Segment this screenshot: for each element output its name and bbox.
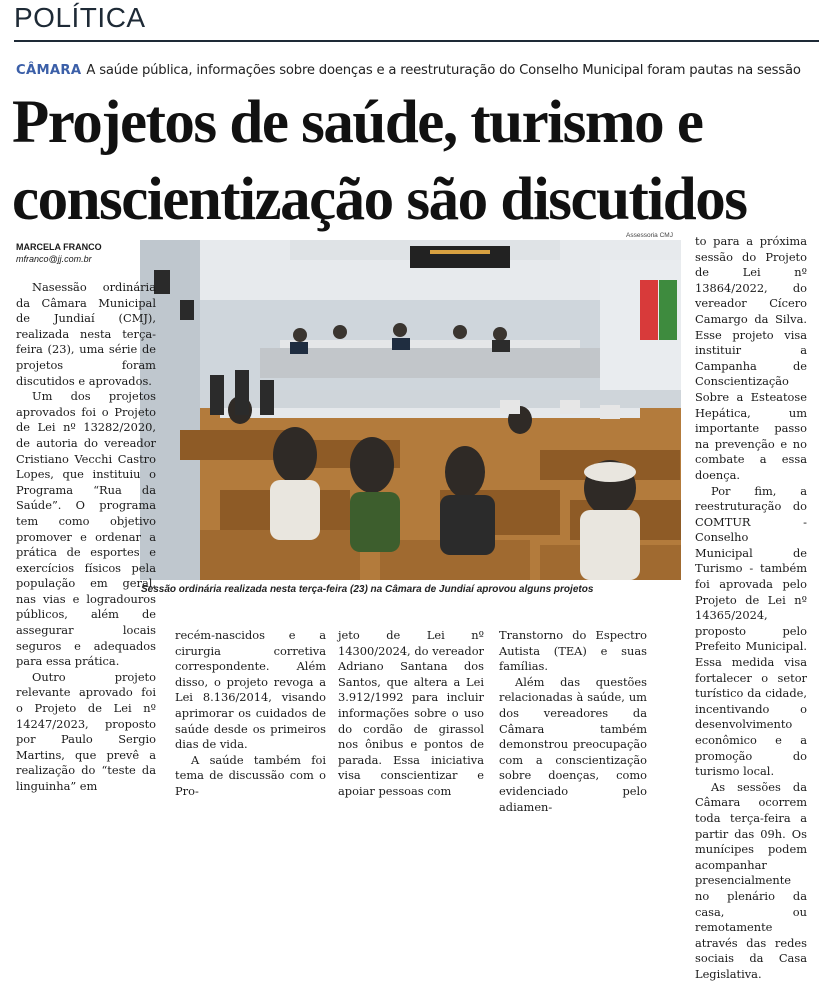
article-column-2 — [175, 628, 326, 800]
headline: Projetos de saúde, turismo e conscientização são discutidos — [12, 89, 747, 233]
kicker-text: A saúde pública, informações sobre doenças e a reestruturação do Conselho Municipal foram pautas na sessão — [86, 63, 801, 78]
paragraph: Um dos projetos aprovados foi o Projeto de Lei nº 13282/2020, de autoria do vereador Cristiano Vecchi Castro Lopes, que instituiu o Programa “Rua da Saúde”. O programa tem como objetivo promover e ordenar a prática de esportes e exercícios físicos pela população em geral, nas vias e logradouros públicos, além de assegurar locais seguros e adequados para essa prática. — [16, 389, 156, 669]
photo-credit: Assessoria CMJ — [626, 232, 673, 239]
byline-email: mfranco@jj.com.br — [16, 254, 92, 264]
article-column-3 — [338, 628, 484, 800]
paragraph: Transtorno do Espectro Autista (TEA) e suas famílias. — [499, 628, 647, 674]
paragraph: recém-nascidos e a cirurgia corretiva correspondente. Além disso, o projeto revoga a Lei 8.136/2014, visando aprimorar os cuidados de saúde desde os primeiros dias de vida. — [175, 628, 326, 752]
paragraph: jeto de Lei nº 14300/2024, do vereador Adriano Santana dos Santos, que altera a Lei 3.912/1992 para incluir informações sobre o uso do cordão de girassol nos ônibus e pontos de parada. Essa iniciativa visa conscientizar e apoiar pessoas com — [338, 628, 484, 798]
article-column-5 — [695, 234, 807, 983]
article-column-4 — [499, 628, 647, 815]
paragraph: to para a próxima sessão do Projeto de Lei nº 13864/2022, do vereador Cícero Camargo da Silva. Esse projeto visa instituir a Campanha de Conscientização Sobre a Esteatose Hepática, um importante passo na prevenção e no combate a essa doença. — [695, 234, 807, 482]
paragraph: Além das questões relacionadas à saúde, um dos vereadores da Câmara também demonstrou preocupação com a conscientização sobre doenças, como evidenciado pelo adiamen- — [499, 674, 647, 814]
paragraph: Por fim, a reestruturação do COMTUR - Conselho Municipal de Turismo - também foi aprovada pelo Projeto de Lei nº 14365/2024, proposto pelo Prefeito Municipal. Essa medida visa fortalecer o setor turístico da cidade, incentivando o desenvolvimento econômico e a promoção do turismo local. — [695, 483, 807, 779]
section-rule — [14, 40, 819, 42]
photo-caption: Sessão ordinária realizada nesta terça-feira (23) na Câmara de Jundiaí aprovou alguns projetos — [141, 584, 594, 595]
kicker-tag: CÂMARA — [16, 63, 82, 78]
article-column-1 — [16, 280, 156, 795]
chamber-session-illustration — [140, 240, 681, 580]
paragraph: A saúde também foi tema de discussão com o Pro- — [175, 752, 326, 798]
paragraph: Nasessão ordinária da Câmara Municipal de Jundiaí (CMJ), realizada nesta terça-feira (23), uma série de projetos foram discutidos e aprovados. — [16, 280, 156, 388]
kicker — [16, 63, 801, 78]
paragraph: As sessões da Câmara ocorrem toda terça-feira a partir das 09h. Os munícipes podem acompanhar presencialmente no plenário da casa, ou remotamente através das redes sociais da Casa Legislativa. — [695, 779, 807, 981]
article-photo — [140, 240, 681, 580]
section-label: POLÍTICA — [14, 2, 146, 33]
paragraph: Outro projeto relevante aprovado foi o Projeto de Lei nº 14247/2023, proposto por Paulo Sergio Martins, que prevê a realização do “teste da linguinha” em — [16, 669, 156, 793]
byline-name: MARCELA FRANCO — [16, 242, 102, 252]
